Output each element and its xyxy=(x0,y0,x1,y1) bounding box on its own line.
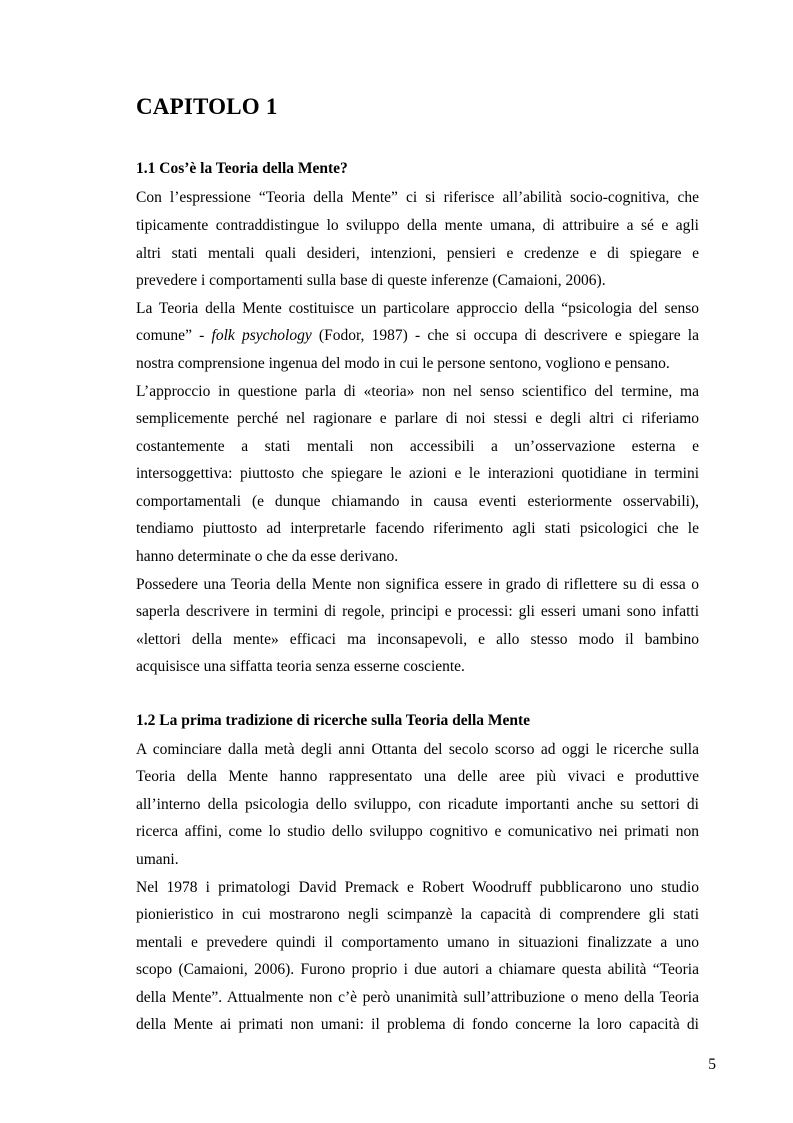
paragraph-line: costantemente a stati mentali non accessibili a un’osservazione esterna e xyxy=(136,438,699,455)
paragraph-line: altri stati mentali quali desideri, intenzioni, pensieri e credenze e di spiegare e xyxy=(136,245,699,262)
paragraph-line: L’approccio in questione parla di «teoria» non nel senso scientifico del termine, ma xyxy=(136,383,699,400)
paragraph-line: A cominciare dalla metà degli anni Ottanta del secolo scorso ad oggi le ricerche sulla xyxy=(136,741,699,758)
paragraph-line-folk-psychology xyxy=(136,326,699,346)
paragraph-line: della Mente ai primati non umani: il problema di fondo concerne la loro capacità di xyxy=(136,1016,699,1033)
paragraph-line: Teoria della Mente hanno rappresentato una delle aree più vivaci e produttive xyxy=(136,768,699,785)
paragraph-line: ricerca affini, come lo studio dello sviluppo cognitivo e comunicativo nei primati non xyxy=(136,823,699,840)
text-fragment: (Fodor, 1987) - che si occupa di descrivere e spiegare la xyxy=(311,327,699,344)
paragraph-line: Con l’espressione “Teoria della Mente” ci si riferisce all’abilità socio-cognitiva, che xyxy=(136,189,699,206)
paragraph-line: Possedere una Teoria della Mente non significa essere in grado di riflettere su di essa o xyxy=(136,576,699,593)
paragraph-line: La Teoria della Mente costituisce un particolare approccio della “psicologia del senso xyxy=(136,300,699,317)
paragraph-line: tendiamo piuttosto ad interpretarle facendo riferimento agli stati psicologici che le xyxy=(136,520,699,537)
paragraph-line: all’interno della psicologia dello sviluppo, con ricadute importanti anche su settori di xyxy=(136,796,699,813)
paragraph-line: prevedere i comportamenti sulla base di queste inferenze (Camaioni, 2006). xyxy=(136,272,606,289)
paragraph-line: pionieristico in cui mostrarono negli scimpanzè la capacità di comprendere gli stati xyxy=(136,906,699,923)
paragraph-line: della Mente”. Attualmente non c’è però unanimità sull’attribuzione o meno della Teoria xyxy=(136,989,699,1006)
text-fragment: comune” - xyxy=(136,327,212,344)
paragraph-line: umani. xyxy=(136,851,179,868)
chapter-title: CAPITOLO 1 xyxy=(136,94,278,119)
paragraph-line: nostra comprensione ingenua del modo in cui le persone sentono, vogliono e pensano. xyxy=(136,355,670,372)
paragraph-line: mentali e prevedere quindi il comportamento umano in situazioni finalizzate a uno xyxy=(136,934,699,951)
paragraph-line: intersoggettiva: piuttosto che spiegare le azioni e le interazioni quotidiane in termini xyxy=(136,465,699,482)
paragraph-line: acquisisce una siffatta teoria senza esserne cosciente. xyxy=(136,658,465,675)
page-number: 5 xyxy=(708,1056,716,1073)
paragraph-line: «lettori della mente» efficaci ma inconsapevoli, e allo stesso modo il bambino xyxy=(136,631,699,648)
section-heading-1-2: 1.2 La prima tradizione di ricerche sulla Teoria della Mente xyxy=(136,712,531,729)
paragraph-line: semplicemente perché nel ragionare e parlare di noi stessi e degli altri ci riferiamo xyxy=(136,410,699,427)
paragraph-line: scopo (Camaioni, 2006). Furono proprio i due autori a chiamare questa abilità “Teoria xyxy=(136,961,699,978)
paragraph-line: tipicamente contraddistingue lo sviluppo della mente umana, di attribuire a sé e agli xyxy=(136,217,699,234)
paragraph-line: saperla descrivere in termini di regole, principi e processi: gli esseri umani sono infatti xyxy=(136,603,699,620)
section-heading-1-1: 1.1 Cos’è la Teoria della Mente? xyxy=(136,160,348,177)
italic-term: folk psychology xyxy=(211,327,312,344)
paragraph-line: Nel 1978 i primatologi David Premack e Robert Woodruff pubblicarono uno studio xyxy=(136,879,699,896)
paragraph-line: hanno determinate o che da esse derivano. xyxy=(136,548,399,565)
paragraph-line: comportamentali (e dunque chiamando in causa eventi esteriormente osservabili), xyxy=(136,493,699,510)
